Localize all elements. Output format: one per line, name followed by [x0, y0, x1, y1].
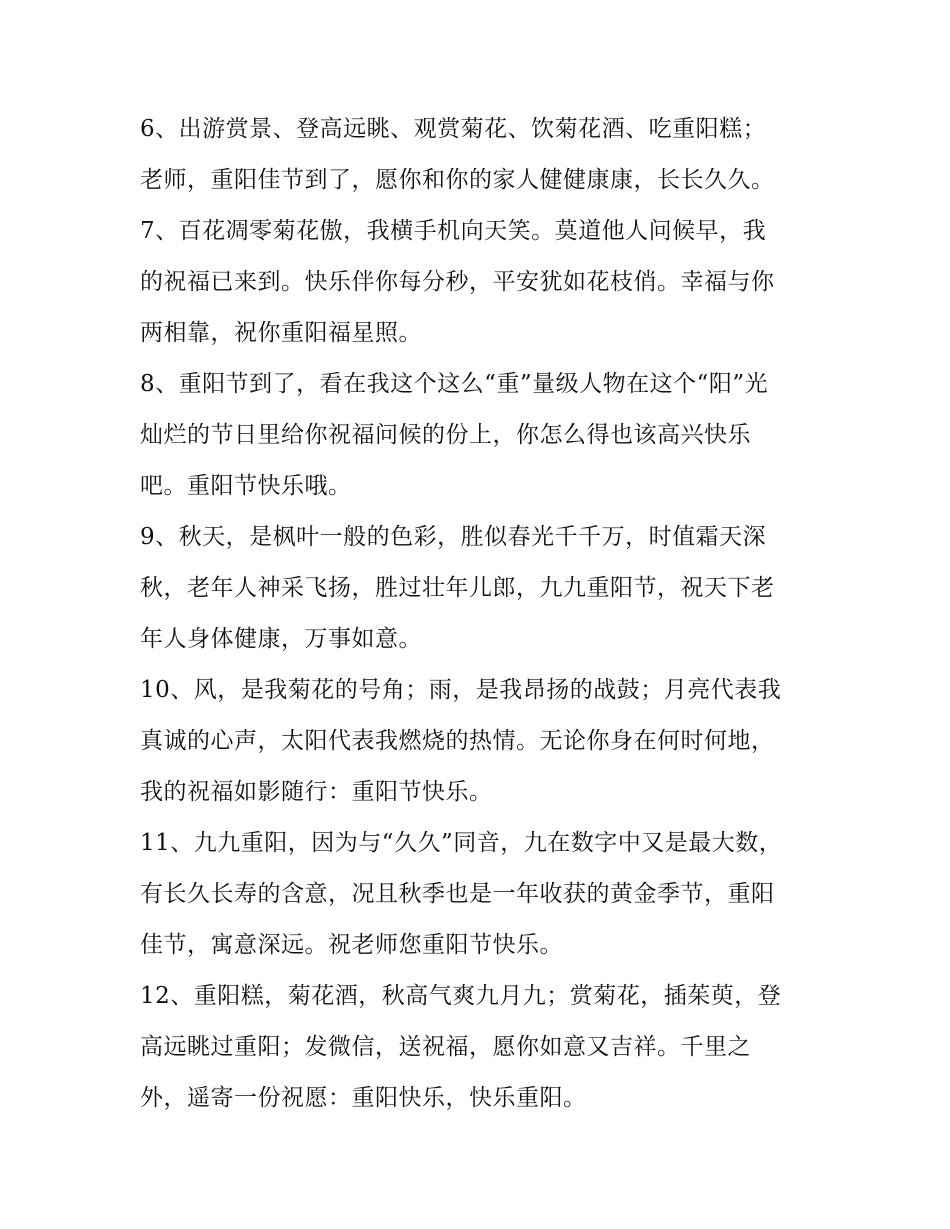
text-line: 8、重阳节到了，看在我这个这么“重”量级人物在这个“阳”光 [140, 371, 769, 397]
text-line: 老师，重阳佳节到了，愿你和你的家人健健康康，长长久久。 [140, 167, 775, 193]
text-line: 吧。重阳节快乐哦。 [140, 473, 352, 499]
text-line: 12、重阳糕，菊花酒，秋高气爽九月九；赏菊花，插茱萸，登 [140, 983, 782, 1009]
text-line: 两相靠，祝你重阳福星照。 [140, 320, 422, 346]
text-line: 的祝福已来到。快乐伴你每分秒，平安犹如花枝俏。幸福与你 [140, 269, 775, 295]
text-line: 年人身体健康，万事如意。 [140, 626, 422, 652]
text-line: 6、出游赏景、登高远眺、观赏菊花、饮菊花酒、吃重阳糕； [140, 116, 767, 142]
text-line: 7、百花凋零菊花傲，我横手机向天笑。莫道他人问候早，我 [140, 218, 767, 244]
document-body [140, 104, 820, 1124]
text-line: 9、秋天，是枫叶一般的色彩，胜似春光千千万，时值霜天深 [140, 524, 767, 550]
text-line: 11、九九重阳，因为与“久久”同音，九在数字中又是最大数， [140, 830, 783, 856]
text-line: 外，遥寄一份祝愿：重阳快乐，快乐重阳。 [140, 1085, 587, 1111]
text-line: 灿烂的节日里给你祝福问候的份上，你怎么得也该高兴快乐 [140, 422, 751, 448]
text-line: 10、风，是我菊花的号角；雨，是我昂扬的战鼓；月亮代表我 [140, 677, 782, 703]
text-line: 真诚的心声，太阳代表我燃烧的热情。无论你身在何时何地， [140, 728, 775, 754]
text-line: 我的祝福如影随行：重阳节快乐。 [140, 779, 493, 805]
text-line: 有长久长寿的含意，况且秋季也是一年收获的黄金季节，重阳 [140, 881, 775, 907]
text-line: 秋，老年人神采飞扬，胜过壮年儿郎，九九重阳节，祝天下老 [140, 575, 775, 601]
text-line: 高远眺过重阳；发微信，送祝福，愿你如意又吉祥。千里之 [140, 1034, 751, 1060]
text-line: 佳节，寓意深远。祝老师您重阳节快乐。 [140, 932, 563, 958]
